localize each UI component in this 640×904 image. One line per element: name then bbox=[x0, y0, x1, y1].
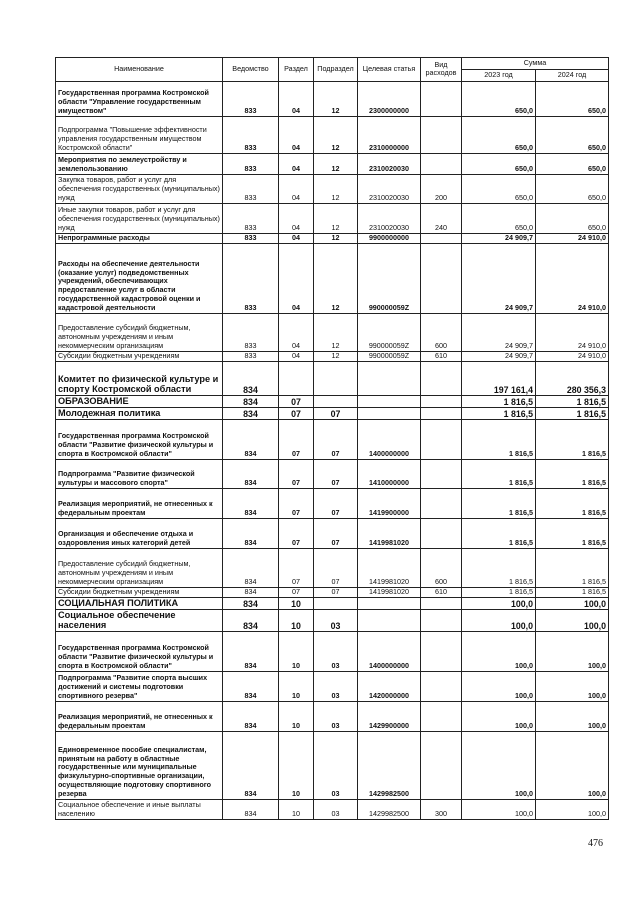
table-row bbox=[56, 597, 609, 609]
table-row bbox=[56, 548, 609, 587]
row-dept: 834 bbox=[223, 631, 279, 671]
row-target: 2310000000 bbox=[358, 116, 421, 153]
row-subsection bbox=[314, 395, 358, 407]
row-target bbox=[358, 597, 421, 609]
table-row bbox=[56, 701, 609, 731]
table-row bbox=[56, 609, 609, 631]
row-sum-2023: 1 816,5 bbox=[462, 548, 536, 587]
row-sum-2024: 280 356,3 bbox=[536, 361, 609, 395]
header-section: Раздел bbox=[279, 58, 314, 82]
table-row bbox=[56, 116, 609, 153]
row-subsection: 03 bbox=[314, 731, 358, 799]
row-sum-2023: 1 816,5 bbox=[462, 488, 536, 518]
row-sum-2023: 197 161,4 bbox=[462, 361, 536, 395]
row-exptype bbox=[421, 233, 462, 243]
row-target: 990000059Z bbox=[358, 351, 421, 361]
row-sum-2023: 1 816,5 bbox=[462, 419, 536, 459]
row-exptype bbox=[421, 597, 462, 609]
row-name: Подпрограмма "Повышение эффективности управления государственным имуществом Костромской области" bbox=[56, 116, 223, 153]
table-row bbox=[56, 488, 609, 518]
row-name: Закупка товаров, работ и услуг для обеспечения государственных (муниципальных) нужд bbox=[56, 174, 223, 203]
row-target: 1429982500 bbox=[358, 799, 421, 819]
row-name: Социальное обеспечение населения bbox=[56, 609, 223, 631]
row-target: 990000059Z bbox=[358, 313, 421, 351]
row-name: Иные закупки товаров, работ и услуг для обеспечения государственных (муниципальных) нужд bbox=[56, 203, 223, 233]
table-row bbox=[56, 518, 609, 548]
row-subsection: 07 bbox=[314, 488, 358, 518]
table-row bbox=[56, 153, 609, 174]
row-name: Мероприятия по землеустройству и землепользованию bbox=[56, 153, 223, 174]
row-section: 10 bbox=[279, 597, 314, 609]
row-sum-2023: 100,0 bbox=[462, 701, 536, 731]
row-sum-2023: 1 816,5 bbox=[462, 587, 536, 597]
row-sum-2024: 1 816,5 bbox=[536, 587, 609, 597]
row-target: 1420000000 bbox=[358, 671, 421, 701]
row-sum-2023: 100,0 bbox=[462, 671, 536, 701]
row-target: 990000059Z bbox=[358, 243, 421, 313]
table-row bbox=[56, 419, 609, 459]
table-row bbox=[56, 81, 609, 116]
row-target: 1419981020 bbox=[358, 518, 421, 548]
row-dept: 833 bbox=[223, 243, 279, 313]
row-name: Субсидии бюджетным учреждениям bbox=[56, 351, 223, 361]
row-name: Подпрограмма "Развитие спорта высших достижений и системы подготовки спортивного резерва" bbox=[56, 671, 223, 701]
row-sum-2024: 650,0 bbox=[536, 153, 609, 174]
row-subsection: 03 bbox=[314, 609, 358, 631]
row-target: 2310020030 bbox=[358, 153, 421, 174]
row-sum-2023: 24 909,7 bbox=[462, 243, 536, 313]
row-exptype: 600 bbox=[421, 313, 462, 351]
row-sum-2024: 1 816,5 bbox=[536, 395, 609, 407]
row-exptype bbox=[421, 609, 462, 631]
row-target bbox=[358, 407, 421, 419]
row-exptype bbox=[421, 631, 462, 671]
row-subsection: 12 bbox=[314, 313, 358, 351]
row-dept: 833 bbox=[223, 203, 279, 233]
row-target: 1429900000 bbox=[358, 701, 421, 731]
row-subsection: 03 bbox=[314, 799, 358, 819]
row-section: 04 bbox=[279, 351, 314, 361]
row-target: 9900000000 bbox=[358, 233, 421, 243]
row-name: Организация и обеспечение отдыха и оздоровления иных категорий детей bbox=[56, 518, 223, 548]
row-sum-2024: 650,0 bbox=[536, 81, 609, 116]
row-exptype bbox=[421, 407, 462, 419]
row-name: Комитет по физической культуре и спорту Костромской области bbox=[56, 361, 223, 395]
row-dept: 833 bbox=[223, 81, 279, 116]
row-name: Государственная программа Костромской области "Развитие физической культуры и спорта в Костромской области" bbox=[56, 419, 223, 459]
row-sum-2024: 24 910,0 bbox=[536, 233, 609, 243]
row-sum-2024: 100,0 bbox=[536, 631, 609, 671]
row-section: 04 bbox=[279, 81, 314, 116]
row-dept: 834 bbox=[223, 548, 279, 587]
row-section: 04 bbox=[279, 116, 314, 153]
row-sum-2023: 24 909,7 bbox=[462, 313, 536, 351]
row-dept: 834 bbox=[223, 701, 279, 731]
table-row bbox=[56, 243, 609, 313]
row-subsection: 12 bbox=[314, 81, 358, 116]
row-subsection: 12 bbox=[314, 351, 358, 361]
row-section: 10 bbox=[279, 631, 314, 671]
row-name: Государственная программа Костромской области "Развитие физической культуры и спорта в Костромской области" bbox=[56, 631, 223, 671]
row-exptype bbox=[421, 361, 462, 395]
row-exptype: 610 bbox=[421, 587, 462, 597]
row-section: 07 bbox=[279, 548, 314, 587]
row-target: 1419981020 bbox=[358, 587, 421, 597]
table-row bbox=[56, 174, 609, 203]
row-sum-2024: 100,0 bbox=[536, 799, 609, 819]
row-exptype bbox=[421, 81, 462, 116]
row-dept: 833 bbox=[223, 116, 279, 153]
row-target: 2310020030 bbox=[358, 174, 421, 203]
row-exptype bbox=[421, 153, 462, 174]
table-row bbox=[56, 631, 609, 671]
row-name: Непрограммные расходы bbox=[56, 233, 223, 243]
row-subsection: 12 bbox=[314, 153, 358, 174]
row-target: 1419900000 bbox=[358, 488, 421, 518]
row-name: Подпрограмма "Развитие физической культуры и массового спорта" bbox=[56, 459, 223, 488]
row-exptype bbox=[421, 701, 462, 731]
row-sum-2024: 1 816,5 bbox=[536, 548, 609, 587]
row-name: Реализация мероприятий, не отнесенных к федеральным проектам bbox=[56, 488, 223, 518]
table-row bbox=[56, 731, 609, 799]
row-section: 07 bbox=[279, 395, 314, 407]
header-year-2023: 2023 год bbox=[462, 69, 536, 81]
row-section bbox=[279, 361, 314, 395]
row-dept: 833 bbox=[223, 313, 279, 351]
row-name: Единовременное пособие специалистам, принятым на работу в областные государственные или муниципальные физкультурно-спортивные организации, осуществляющие подготовку спортивного резерва bbox=[56, 731, 223, 799]
row-dept: 834 bbox=[223, 459, 279, 488]
row-dept: 833 bbox=[223, 174, 279, 203]
row-sum-2024: 100,0 bbox=[536, 609, 609, 631]
row-dept: 834 bbox=[223, 419, 279, 459]
header-target: Целевая статья bbox=[358, 58, 421, 82]
row-exptype bbox=[421, 459, 462, 488]
row-sum-2023: 24 909,7 bbox=[462, 351, 536, 361]
row-sum-2024: 1 816,5 bbox=[536, 407, 609, 419]
row-exptype bbox=[421, 419, 462, 459]
row-exptype bbox=[421, 116, 462, 153]
row-exptype: 600 bbox=[421, 548, 462, 587]
row-dept: 834 bbox=[223, 395, 279, 407]
header-year-2024: 2024 год bbox=[536, 69, 609, 81]
row-target: 1400000000 bbox=[358, 419, 421, 459]
table-row bbox=[56, 313, 609, 351]
row-sum-2023: 650,0 bbox=[462, 203, 536, 233]
row-section: 10 bbox=[279, 731, 314, 799]
row-subsection: 07 bbox=[314, 518, 358, 548]
row-dept: 834 bbox=[223, 731, 279, 799]
row-name: Государственная программа Костромской области "Управление государственным имуществом" bbox=[56, 81, 223, 116]
row-dept: 833 bbox=[223, 153, 279, 174]
row-section: 04 bbox=[279, 203, 314, 233]
row-dept: 834 bbox=[223, 597, 279, 609]
row-name: Предоставление субсидий бюджетным, автономным учреждениям и иным некоммерческим организациям bbox=[56, 313, 223, 351]
row-sum-2023: 100,0 bbox=[462, 597, 536, 609]
row-dept: 833 bbox=[223, 351, 279, 361]
row-dept: 834 bbox=[223, 799, 279, 819]
row-target: 2300000000 bbox=[358, 81, 421, 116]
row-section: 04 bbox=[279, 313, 314, 351]
row-dept: 833 bbox=[223, 233, 279, 243]
row-sum-2023: 100,0 bbox=[462, 631, 536, 671]
row-name: Социальное обеспечение и иные выплаты населению bbox=[56, 799, 223, 819]
row-target: 1419981020 bbox=[358, 548, 421, 587]
row-sum-2024: 1 816,5 bbox=[536, 518, 609, 548]
row-sum-2024: 100,0 bbox=[536, 671, 609, 701]
table-row bbox=[56, 203, 609, 233]
table-row bbox=[56, 459, 609, 488]
row-sum-2023: 100,0 bbox=[462, 799, 536, 819]
row-sum-2024: 24 910,0 bbox=[536, 351, 609, 361]
table-row bbox=[56, 671, 609, 701]
row-name: Молодежная политика bbox=[56, 407, 223, 419]
header-name: Наименование bbox=[56, 58, 223, 82]
row-subsection bbox=[314, 597, 358, 609]
row-subsection: 12 bbox=[314, 243, 358, 313]
row-dept: 834 bbox=[223, 587, 279, 597]
row-subsection bbox=[314, 361, 358, 395]
row-sum-2023: 24 909,7 bbox=[462, 233, 536, 243]
row-section: 10 bbox=[279, 799, 314, 819]
row-section: 10 bbox=[279, 701, 314, 731]
row-subsection: 07 bbox=[314, 548, 358, 587]
table-row bbox=[56, 233, 609, 243]
row-section: 10 bbox=[279, 671, 314, 701]
row-sum-2024: 100,0 bbox=[536, 731, 609, 799]
row-dept: 834 bbox=[223, 488, 279, 518]
row-subsection: 12 bbox=[314, 203, 358, 233]
row-subsection: 03 bbox=[314, 631, 358, 671]
row-section: 07 bbox=[279, 419, 314, 459]
row-dept: 834 bbox=[223, 407, 279, 419]
row-sum-2023: 1 816,5 bbox=[462, 407, 536, 419]
row-dept: 834 bbox=[223, 671, 279, 701]
row-sum-2024: 650,0 bbox=[536, 203, 609, 233]
row-sum-2023: 1 816,5 bbox=[462, 395, 536, 407]
row-name: Предоставление субсидий бюджетным, автономным учреждениям и иным некоммерческим организациям bbox=[56, 548, 223, 587]
row-name: Расходы на обеспечение деятельности (оказание услуг) подведомственных учреждений, обеспечивающих предоставление услуг в области государственной кадастровой оценки и кадастровой деятельности bbox=[56, 243, 223, 313]
budget-table bbox=[55, 57, 609, 820]
row-exptype bbox=[421, 395, 462, 407]
row-sum-2024: 100,0 bbox=[536, 597, 609, 609]
row-target: 1400000000 bbox=[358, 631, 421, 671]
row-sum-2023: 650,0 bbox=[462, 153, 536, 174]
row-section: 07 bbox=[279, 488, 314, 518]
row-dept: 834 bbox=[223, 518, 279, 548]
row-exptype bbox=[421, 731, 462, 799]
row-sum-2023: 650,0 bbox=[462, 174, 536, 203]
row-target bbox=[358, 395, 421, 407]
row-sum-2023: 1 816,5 bbox=[462, 518, 536, 548]
row-exptype bbox=[421, 243, 462, 313]
table-row bbox=[56, 407, 609, 419]
table-row bbox=[56, 587, 609, 597]
row-sum-2023: 100,0 bbox=[462, 731, 536, 799]
row-exptype bbox=[421, 488, 462, 518]
row-sum-2024: 650,0 bbox=[536, 174, 609, 203]
row-sum-2023: 650,0 bbox=[462, 81, 536, 116]
page-number: 476 bbox=[588, 838, 603, 849]
row-target: 1410000000 bbox=[358, 459, 421, 488]
row-subsection: 03 bbox=[314, 701, 358, 731]
row-name: ОБРАЗОВАНИЕ bbox=[56, 395, 223, 407]
row-sum-2023: 650,0 bbox=[462, 116, 536, 153]
row-subsection: 07 bbox=[314, 459, 358, 488]
row-name: Реализация мероприятий, не отнесенных к федеральным проектам bbox=[56, 701, 223, 731]
row-section: 04 bbox=[279, 243, 314, 313]
table-row bbox=[56, 395, 609, 407]
row-subsection: 12 bbox=[314, 233, 358, 243]
header-dept: Ведомство bbox=[223, 58, 279, 82]
row-section: 10 bbox=[279, 609, 314, 631]
row-subsection: 12 bbox=[314, 116, 358, 153]
table-row bbox=[56, 351, 609, 361]
row-section: 04 bbox=[279, 153, 314, 174]
row-exptype bbox=[421, 671, 462, 701]
row-target: 2310020030 bbox=[358, 203, 421, 233]
row-exptype: 610 bbox=[421, 351, 462, 361]
row-exptype: 300 bbox=[421, 799, 462, 819]
row-subsection: 07 bbox=[314, 407, 358, 419]
row-target: 1429982500 bbox=[358, 731, 421, 799]
row-sum-2024: 650,0 bbox=[536, 116, 609, 153]
table-row bbox=[56, 361, 609, 395]
row-subsection: 12 bbox=[314, 174, 358, 203]
row-subsection: 07 bbox=[314, 419, 358, 459]
row-sum-2024: 1 816,5 bbox=[536, 459, 609, 488]
row-target bbox=[358, 609, 421, 631]
row-sum-2024: 1 816,5 bbox=[536, 419, 609, 459]
row-section: 07 bbox=[279, 459, 314, 488]
row-sum-2024: 100,0 bbox=[536, 701, 609, 731]
header-exptype: Вид расходов bbox=[421, 58, 462, 82]
row-name: Субсидии бюджетным учреждениям bbox=[56, 587, 223, 597]
row-dept: 834 bbox=[223, 361, 279, 395]
header-subsection: Подраздел bbox=[314, 58, 358, 82]
row-subsection: 03 bbox=[314, 671, 358, 701]
row-section: 07 bbox=[279, 407, 314, 419]
row-exptype bbox=[421, 518, 462, 548]
row-exptype: 200 bbox=[421, 174, 462, 203]
row-sum-2024: 1 816,5 bbox=[536, 488, 609, 518]
row-section: 07 bbox=[279, 587, 314, 597]
row-target bbox=[358, 361, 421, 395]
row-exptype: 240 bbox=[421, 203, 462, 233]
row-sum-2024: 24 910,0 bbox=[536, 313, 609, 351]
row-name: СОЦИАЛЬНАЯ ПОЛИТИКА bbox=[56, 597, 223, 609]
header-sum: Сумма bbox=[462, 58, 609, 70]
row-section: 04 bbox=[279, 233, 314, 243]
row-sum-2024: 24 910,0 bbox=[536, 243, 609, 313]
table-row bbox=[56, 799, 609, 819]
row-sum-2023: 1 816,5 bbox=[462, 459, 536, 488]
row-subsection: 07 bbox=[314, 587, 358, 597]
row-sum-2023: 100,0 bbox=[462, 609, 536, 631]
row-section: 07 bbox=[279, 518, 314, 548]
row-section: 04 bbox=[279, 174, 314, 203]
row-dept: 834 bbox=[223, 609, 279, 631]
